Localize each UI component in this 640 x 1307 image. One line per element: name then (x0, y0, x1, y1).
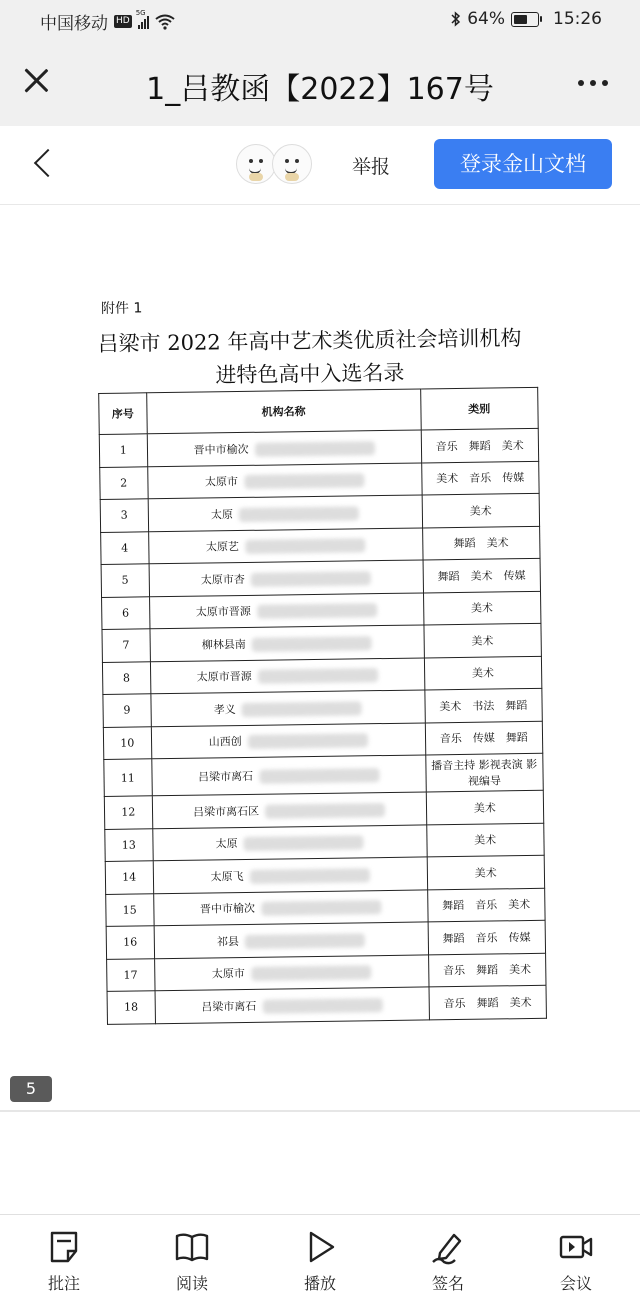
row-number: 7 (102, 629, 150, 662)
redacted-blur (258, 668, 378, 684)
category-cell: 美术 (424, 656, 542, 690)
category-cell: 舞蹈 音乐 传媒 (428, 920, 546, 954)
category-cell: 音乐 舞蹈 美术 (421, 428, 539, 462)
institution-name: 太原市 (204, 475, 239, 489)
avatar[interactable] (272, 144, 312, 184)
row-number: 16 (106, 926, 154, 959)
clock: 15:26 (553, 9, 602, 29)
row-number: 17 (107, 958, 155, 991)
category-cell: 美术 (426, 823, 544, 857)
institution-name-cell (152, 792, 426, 828)
table-row (107, 985, 546, 1024)
institution-name: 太原艺 (205, 540, 240, 554)
institution-name: 晋中市榆次 (199, 902, 256, 916)
category-cell: 美术 (423, 591, 541, 625)
institution-name: 太原 (210, 507, 234, 522)
row-number: 1 (99, 434, 147, 467)
avatar[interactable] (236, 144, 276, 184)
institution-name-cell (154, 954, 428, 990)
institution-name: 太原市晋源 (195, 605, 251, 619)
redacted-blur (239, 506, 359, 522)
institution-name-cell (147, 462, 421, 498)
institution-name-cell (154, 922, 428, 958)
institution-name: 太原飞 (210, 869, 244, 884)
institution-name: 太原市 (211, 967, 245, 981)
meeting-label: 会议 (559, 1274, 592, 1293)
redacted-blur (251, 571, 371, 587)
institution-name-cell (149, 560, 423, 596)
annotate-button[interactable] (14, 1215, 114, 1307)
institution-name-cell (153, 889, 427, 925)
row-number: 15 (106, 893, 154, 926)
category-cell: 音乐 舞蹈 美术 (428, 953, 546, 987)
category-cell: 美术 书法 舞蹈 (424, 688, 542, 722)
redacted-blur (262, 998, 382, 1014)
play-button[interactable] (270, 1215, 370, 1307)
institution-name: 太原 (215, 837, 238, 851)
play-icon (302, 1229, 338, 1265)
institution-name-cell (150, 690, 424, 726)
redacted-blur (257, 603, 377, 619)
read-button[interactable] (142, 1215, 242, 1307)
redacted-blur (254, 441, 374, 457)
institution-name: 山西创 (208, 735, 242, 749)
institution-name: 吕梁市离石 (201, 999, 257, 1014)
meeting-button[interactable] (526, 1215, 626, 1307)
header-name: 机构名称 (146, 389, 421, 434)
row-number: 14 (105, 861, 153, 894)
redacted-blur (242, 701, 362, 717)
category-cell: 美术 (427, 855, 545, 889)
title-bar (0, 40, 640, 126)
institution-name-cell (147, 430, 421, 466)
annotate-icon (46, 1229, 82, 1265)
redacted-blur (245, 539, 365, 555)
row-number: 3 (100, 499, 148, 532)
document-page[interactable] (79, 277, 550, 1053)
institution-name-cell (150, 625, 424, 661)
institution-name-cell (150, 657, 424, 693)
institution-name: 太原市杏 (200, 572, 245, 587)
redacted-blur (248, 734, 368, 750)
redacted-blur (249, 868, 369, 884)
annotate-label: 批注 (47, 1274, 80, 1293)
header-category: 类别 (420, 387, 538, 430)
category-cell: 音乐 传媒 舞蹈 (425, 721, 543, 755)
video-icon (558, 1229, 594, 1265)
doc-title-line2: 进特色高中入选名录 (215, 360, 405, 388)
row-number: 5 (101, 564, 149, 597)
redacted-blur (252, 636, 372, 652)
page-title: 1_吕教函【2022】167号 (146, 72, 494, 107)
category-cell: 美术 (422, 493, 540, 527)
institution-name: 太原市晋源 (196, 670, 252, 684)
institution-name: 祁县 (216, 934, 240, 949)
category-cell: 美术 (426, 790, 544, 824)
battery-percent: 64% (467, 9, 505, 29)
row-number: 4 (101, 531, 149, 564)
institution-name-cell (155, 987, 429, 1023)
doc-toolbar (0, 126, 640, 205)
category-cell: 播音主持 影视表演 影视编导 (425, 753, 543, 792)
institution-name: 孝义 (213, 702, 236, 717)
row-number: 11 (104, 759, 152, 797)
play-label: 播放 (303, 1274, 336, 1293)
network-type: 5G (135, 8, 146, 17)
read-label: 阅读 (175, 1274, 208, 1293)
doc-title-line1: 吕梁市 2022 年高中艺术类优质社会培训机构 (97, 326, 522, 356)
book-icon (174, 1229, 210, 1265)
institution-table (98, 387, 547, 1025)
redacted-blur (243, 836, 363, 852)
category-cell: 舞蹈 美术 (422, 526, 540, 560)
redacted-blur (244, 474, 364, 490)
category-cell: 舞蹈 音乐 美术 (427, 888, 545, 922)
row-number: 9 (103, 694, 151, 727)
signature-button[interactable] (398, 1215, 498, 1307)
redacted-blur (265, 803, 385, 819)
collaborator-avatars[interactable] (236, 144, 308, 184)
hd-icon: HD (116, 16, 130, 26)
institution-name-cell (151, 722, 425, 758)
table-row (104, 753, 543, 796)
row-number: 8 (102, 661, 150, 694)
bottom-bar (0, 1214, 640, 1307)
institution-name-cell (148, 527, 422, 563)
category-cell: 美术 音乐 传媒 (421, 461, 539, 495)
back-icon[interactable] (30, 150, 56, 176)
redacted-blur (251, 965, 371, 981)
redacted-blur (245, 933, 365, 949)
more-options-icon[interactable] (578, 80, 608, 86)
institution-name: 吕梁市离石 (198, 769, 254, 784)
signature-icon (430, 1229, 466, 1265)
signal-icon (135, 8, 149, 29)
viewer-divider (0, 1110, 640, 1112)
institution-name-cell (151, 755, 425, 796)
redacted-blur (259, 768, 379, 784)
login-button[interactable]: 登录金山文档 (434, 139, 612, 189)
institution-name-cell (149, 592, 423, 628)
institution-name-cell (148, 495, 422, 531)
report-button[interactable]: 举报 (352, 156, 391, 178)
row-number: 2 (100, 466, 148, 499)
signature-label: 签名 (431, 1274, 464, 1293)
institution-name: 柳林县南 (201, 637, 246, 652)
row-number: 10 (103, 726, 151, 759)
category-cell: 音乐 舞蹈 美术 (429, 985, 547, 1019)
battery-icon (511, 12, 539, 27)
row-number: 6 (102, 596, 150, 629)
status-bar (0, 0, 640, 40)
header-num: 序号 (99, 393, 147, 435)
page-number-badge: 5 (10, 1076, 52, 1102)
institution-name: 吕梁市离石区 (193, 804, 260, 819)
category-cell: 舞蹈 美术 传媒 (423, 558, 541, 592)
institution-name-cell (153, 857, 427, 893)
row-number: 18 (107, 991, 155, 1024)
row-number: 13 (105, 828, 153, 861)
bluetooth-icon (451, 11, 461, 27)
wifi-icon (155, 14, 175, 30)
category-cell: 美术 (424, 623, 542, 657)
carrier-label: 中国移动 (40, 14, 108, 34)
institution-name-cell (152, 824, 426, 860)
attachment-label: 附件 1 (100, 300, 143, 317)
row-number: 12 (104, 796, 152, 829)
redacted-blur (261, 900, 381, 916)
institution-name: 晋中市榆次 (193, 442, 249, 457)
